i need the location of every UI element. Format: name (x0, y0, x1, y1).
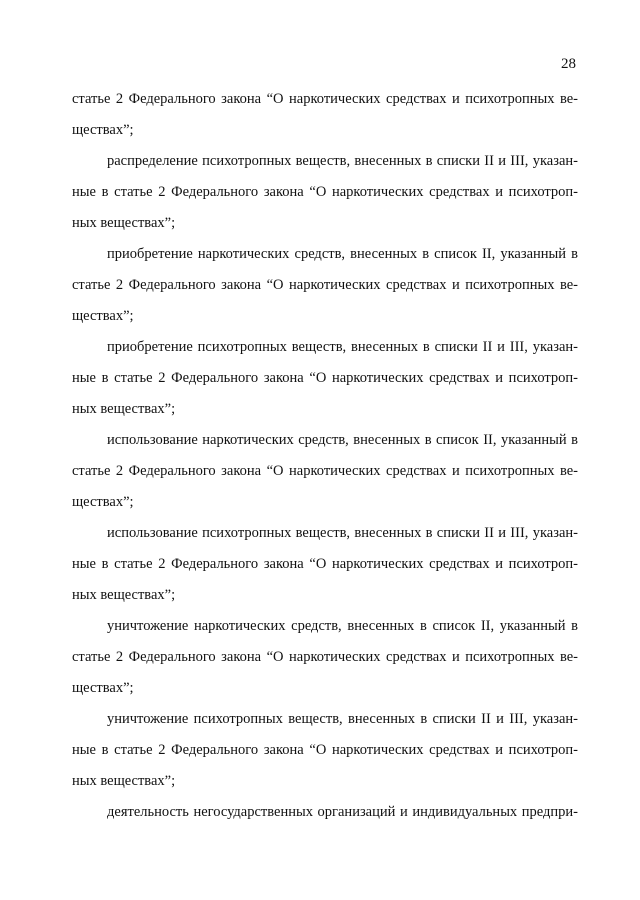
text-line: деятельность негосударственных организаций и индивидуальных предпри- (107, 804, 578, 820)
text-line: уничтожение наркотических средств, внесенных в список II, указанный в (107, 618, 578, 634)
text-line: приобретение наркотических средств, внесенных в список II, указанный в (107, 246, 578, 262)
text-line: ществах”; (72, 494, 134, 510)
text-line: ные в статье 2 Федерального закона “О наркотических средствах и психотроп- (72, 556, 578, 572)
text-line: ных веществах”; (72, 215, 176, 231)
text-line: ных веществах”; (72, 587, 176, 603)
text-line: ществах”; (72, 680, 134, 696)
text-line: ных веществах”; (72, 401, 176, 417)
text-line: ные в статье 2 Федерального закона “О наркотических средствах и психотроп- (72, 742, 578, 758)
text-line: использование наркотических средств, внесенных в список II, указанный в (107, 432, 578, 448)
text-line: ществах”; (72, 308, 134, 324)
text-line: уничтожение психотропных веществ, внесенных в списки II и III, указан- (107, 711, 578, 727)
text-line: статье 2 Федерального закона “О наркотических средствах и психотропных ве- (72, 649, 578, 665)
page-number: 28 (561, 56, 576, 72)
text-line: использование психотропных веществ, внесенных в списки II и III, указан- (107, 525, 578, 541)
text-line: приобретение психотропных веществ, внесенных в списки II и III, указан- (107, 339, 578, 355)
text-line: распределение психотропных веществ, внесенных в списки II и III, указан- (107, 153, 578, 169)
text-line: ществах”; (72, 122, 134, 138)
text-line: статье 2 Федерального закона “О наркотических средствах и психотропных ве- (72, 91, 578, 107)
text-line: статье 2 Федерального закона “О наркотических средствах и психотропных ве- (72, 463, 578, 479)
text-line: ных веществах”; (72, 773, 176, 789)
text-line: статье 2 Федерального закона “О наркотических средствах и психотропных ве- (72, 277, 578, 293)
text-line: ные в статье 2 Федерального закона “О наркотических средствах и психотроп- (72, 184, 578, 200)
text-line: ные в статье 2 Федерального закона “О наркотических средствах и психотроп- (72, 370, 578, 386)
